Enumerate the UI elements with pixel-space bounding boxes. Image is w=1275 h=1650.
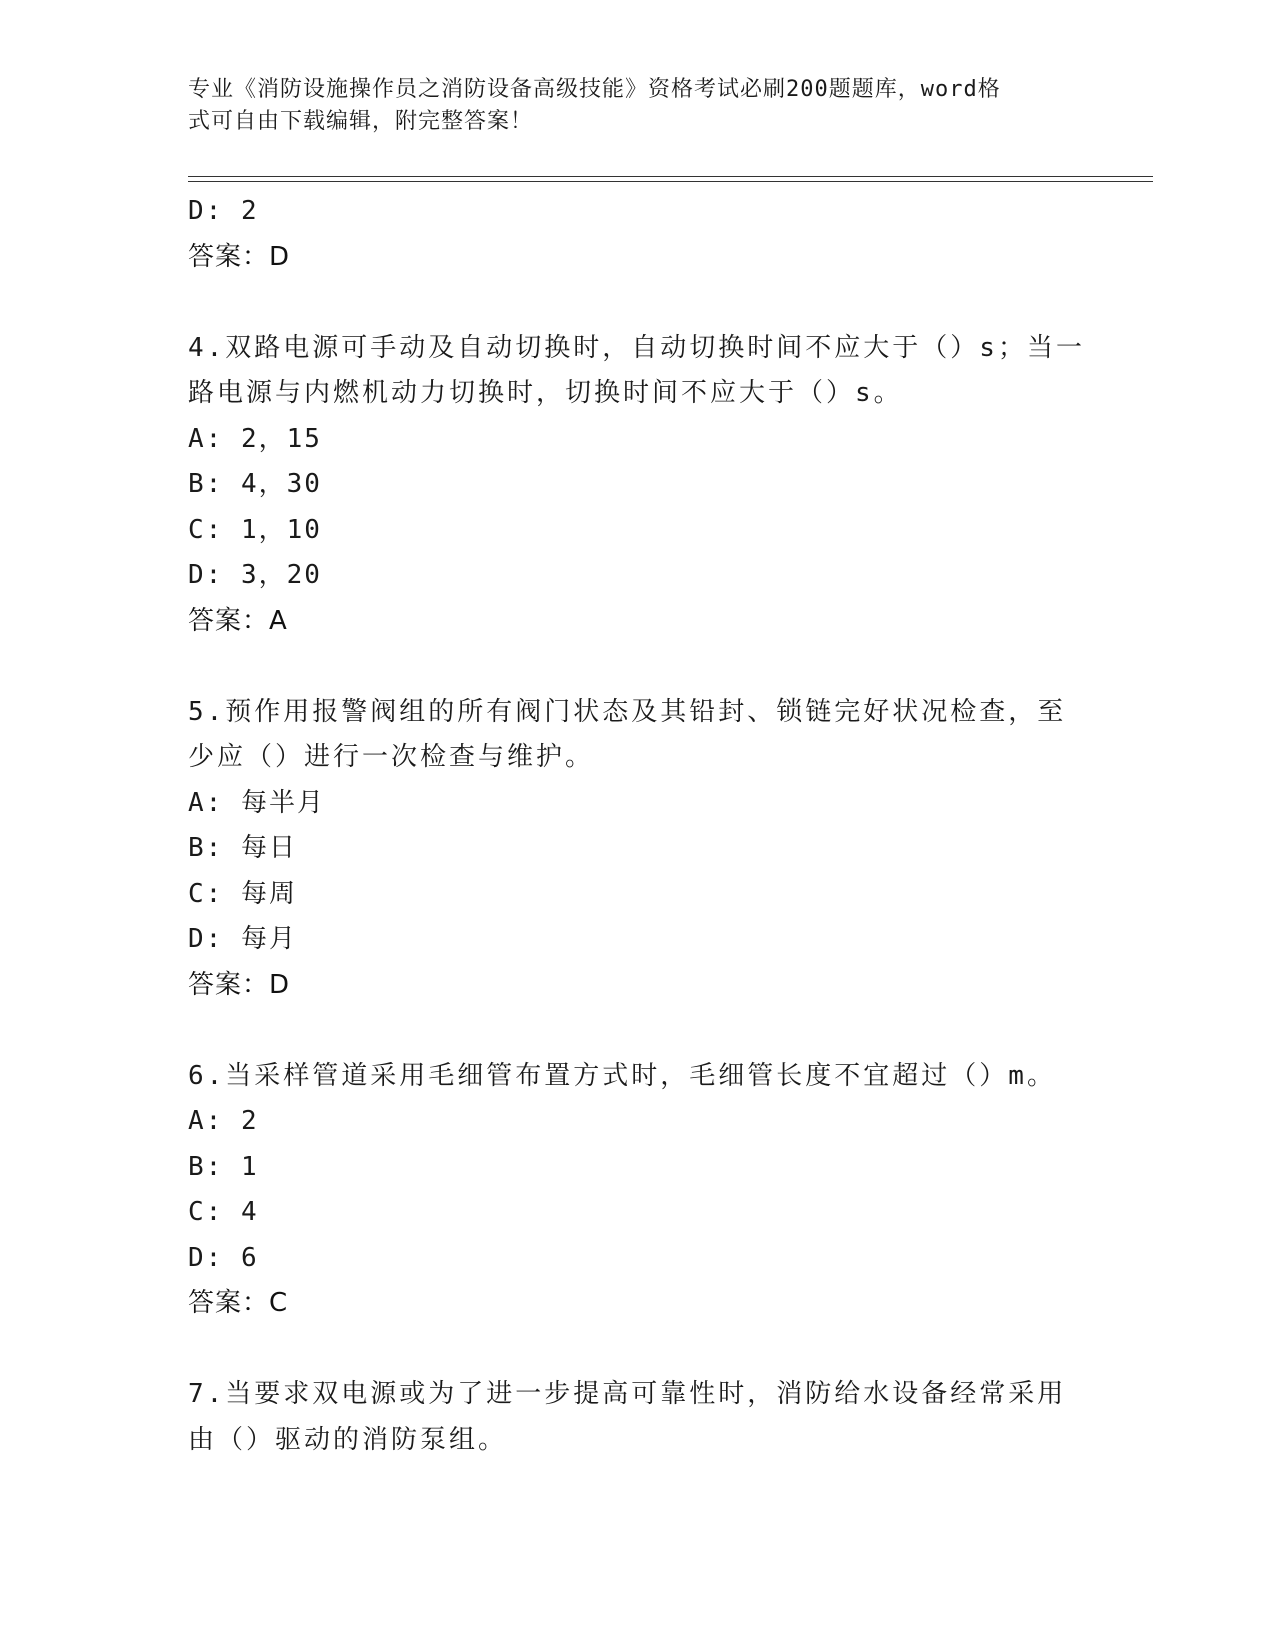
option-d: D: 6 <box>188 1242 259 1273</box>
spacer <box>188 1327 1088 1373</box>
question-list <box>188 189 1088 1463</box>
header-divider-top <box>188 176 1153 177</box>
question-text-line: 6.当采样管道采用毛细管布置方式时，毛细管长度不宜超过（）m。 <box>188 1060 1056 1091</box>
question-text-line: 少应（）进行一次检查与维护。 <box>188 742 595 772</box>
spacer <box>188 1008 1088 1054</box>
option-b: B: 1 <box>188 1151 259 1182</box>
option-d: D: 每月 <box>188 924 297 954</box>
header-line-1: 专业《消防设施操作员之消防设备高级技能》资格考试必刷200题题库，word格 <box>188 77 1001 102</box>
question-4 <box>188 326 1088 645</box>
header-divider-bottom <box>188 181 1153 182</box>
question-5 <box>188 690 1088 1009</box>
answer-line: 答案：D <box>188 969 291 1000</box>
option-d: D: 2 <box>188 196 259 226</box>
option-a: A: 每半月 <box>188 787 325 818</box>
question-6 <box>188 1054 1088 1327</box>
option-c: C: 1，10 <box>188 514 322 545</box>
question-text-line: 由（）驱动的消防泵组。 <box>188 1424 508 1455</box>
option-a: A: 2 <box>188 1106 259 1136</box>
question-text-line: 7.当要求双电源或为了进一步提高可靠性时，消防给水设备经常采用 <box>188 1379 1067 1409</box>
option-d: D: 3，20 <box>188 560 322 590</box>
answer-line: 答案：C <box>188 1288 289 1318</box>
option-c: C: 每周 <box>188 878 297 909</box>
answer-line: 答案：D <box>188 241 291 272</box>
question-text-line: 5.预作用报警阀组的所有阀门状态及其铅封、锁链完好状况检查，至 <box>188 696 1067 727</box>
question-text-line: 路电源与内燃机动力切换时，切换时间不应大于（）s。 <box>188 378 903 408</box>
spacer <box>188 280 1088 326</box>
spacer <box>188 644 1088 690</box>
header-line-2: 式可自由下载编辑，附完整答案！ <box>188 109 534 134</box>
option-b: B: 每日 <box>188 833 297 863</box>
question-text-line: 4.双路电源可手动及自动切换时，自动切换时间不应大于（）s；当一 <box>188 332 1085 363</box>
document-header <box>188 74 1068 138</box>
answer-line: 答案：A <box>188 605 288 636</box>
question-7 <box>188 1372 1088 1463</box>
option-b: B: 4，30 <box>188 469 322 499</box>
option-a: A: 2，15 <box>188 423 322 454</box>
option-c: C: 4 <box>188 1197 259 1227</box>
